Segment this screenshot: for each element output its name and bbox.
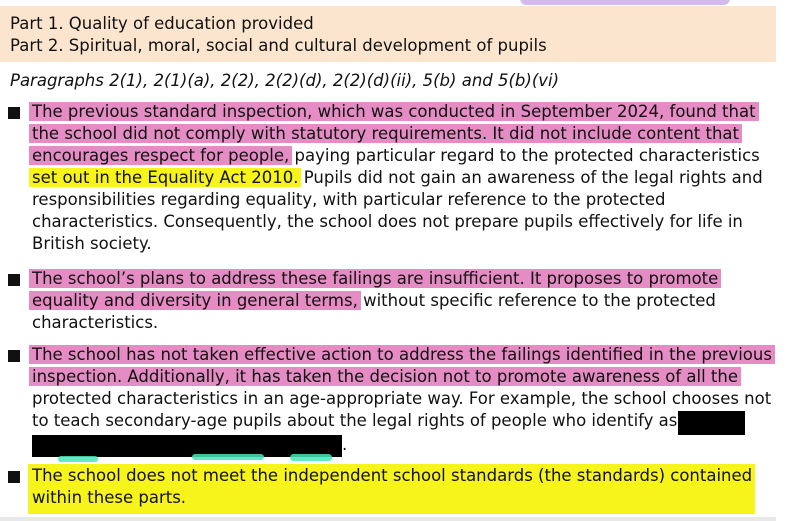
redaction-block — [678, 411, 745, 435]
bullet2-line2 — [32, 290, 716, 312]
bullet1-line1 — [32, 101, 756, 123]
bullet2-line1 — [32, 268, 718, 290]
green-marker-stroke — [192, 454, 264, 460]
pink-highlight: the school did not comply with statutory requirements. It did not include content that — [29, 124, 742, 143]
bullet3-line1 — [32, 344, 772, 366]
pink-highlight: inspection. Additionally, it has taken the decision not to promote awareness of all the — [29, 367, 741, 386]
yellow-highlight: set out in the Equality Act 2010. — [29, 168, 301, 187]
bullet-square-icon — [8, 107, 20, 119]
paragraphs-reference: Paragraphs 2(1), 2(1)(a), 2(2), 2(2)(d), 2(2)(d)(ii), 5(b) and 5(b)(vi) — [10, 71, 560, 90]
bullet1-line2 — [32, 123, 739, 145]
bullet3-line2 — [32, 366, 738, 388]
pink-highlight: The previous standard inspection, which was conducted in September 2024, found that — [29, 102, 759, 121]
bullet1-line3-rest: paying particular regard to the protected characteristics — [289, 146, 760, 165]
page-bottom-edge — [0, 517, 776, 521]
bullet1-line4-rest: Pupils did not gain an awareness of the legal rights and — [298, 168, 763, 187]
bullet-square-icon — [8, 350, 20, 362]
header-part-2: Part 2. Spiritual, moral, social and cultural development of pupils — [10, 36, 547, 55]
bullet-square-icon — [8, 274, 20, 286]
pink-highlight: The school has not taken effective action to address the failings identified in the previous — [29, 345, 775, 364]
header-part-1: Part 1. Quality of education provided — [10, 14, 314, 33]
section-header — [0, 6, 776, 62]
bullet1-line3 — [32, 145, 760, 167]
bullet2-line3: characteristics. — [32, 313, 159, 332]
bullet3-line4: to teach secondary-age pupils about the legal rights of people who identify as — [32, 411, 678, 430]
bullet3-line3: protected characteristics in an age-appropriate way. For example, the school chooses not — [32, 389, 772, 408]
bullet-square-icon — [8, 471, 20, 483]
pink-highlight: equality and diversity in general terms, — [29, 291, 361, 310]
bullet1-line5: responsibilities regarding equality, with particular reference to the protected — [32, 190, 666, 209]
bullet4-line1: The school does not meet the independent school standards (the standards) contained — [32, 466, 753, 485]
green-marker-stroke — [290, 454, 332, 461]
purple-marker-stroke — [520, 0, 730, 5]
pink-highlight: encourages respect for people, — [29, 146, 292, 165]
bullet1-line7: British society. — [32, 234, 152, 253]
bullet2-line2-rest: without specific reference to the protected — [357, 291, 716, 310]
bullet4-line2: within these parts. — [32, 488, 187, 507]
bullet1-line4 — [32, 167, 763, 189]
bullet1-line6: characteristics. Consequently, the school does not prepare pupils effectively for life in — [32, 212, 743, 231]
green-marker-stroke — [58, 456, 98, 462]
pink-highlight: The school’s plans to address these failings are insufficient. It proposes to promote — [29, 269, 721, 288]
bullet3-line5-end: . — [342, 435, 348, 454]
